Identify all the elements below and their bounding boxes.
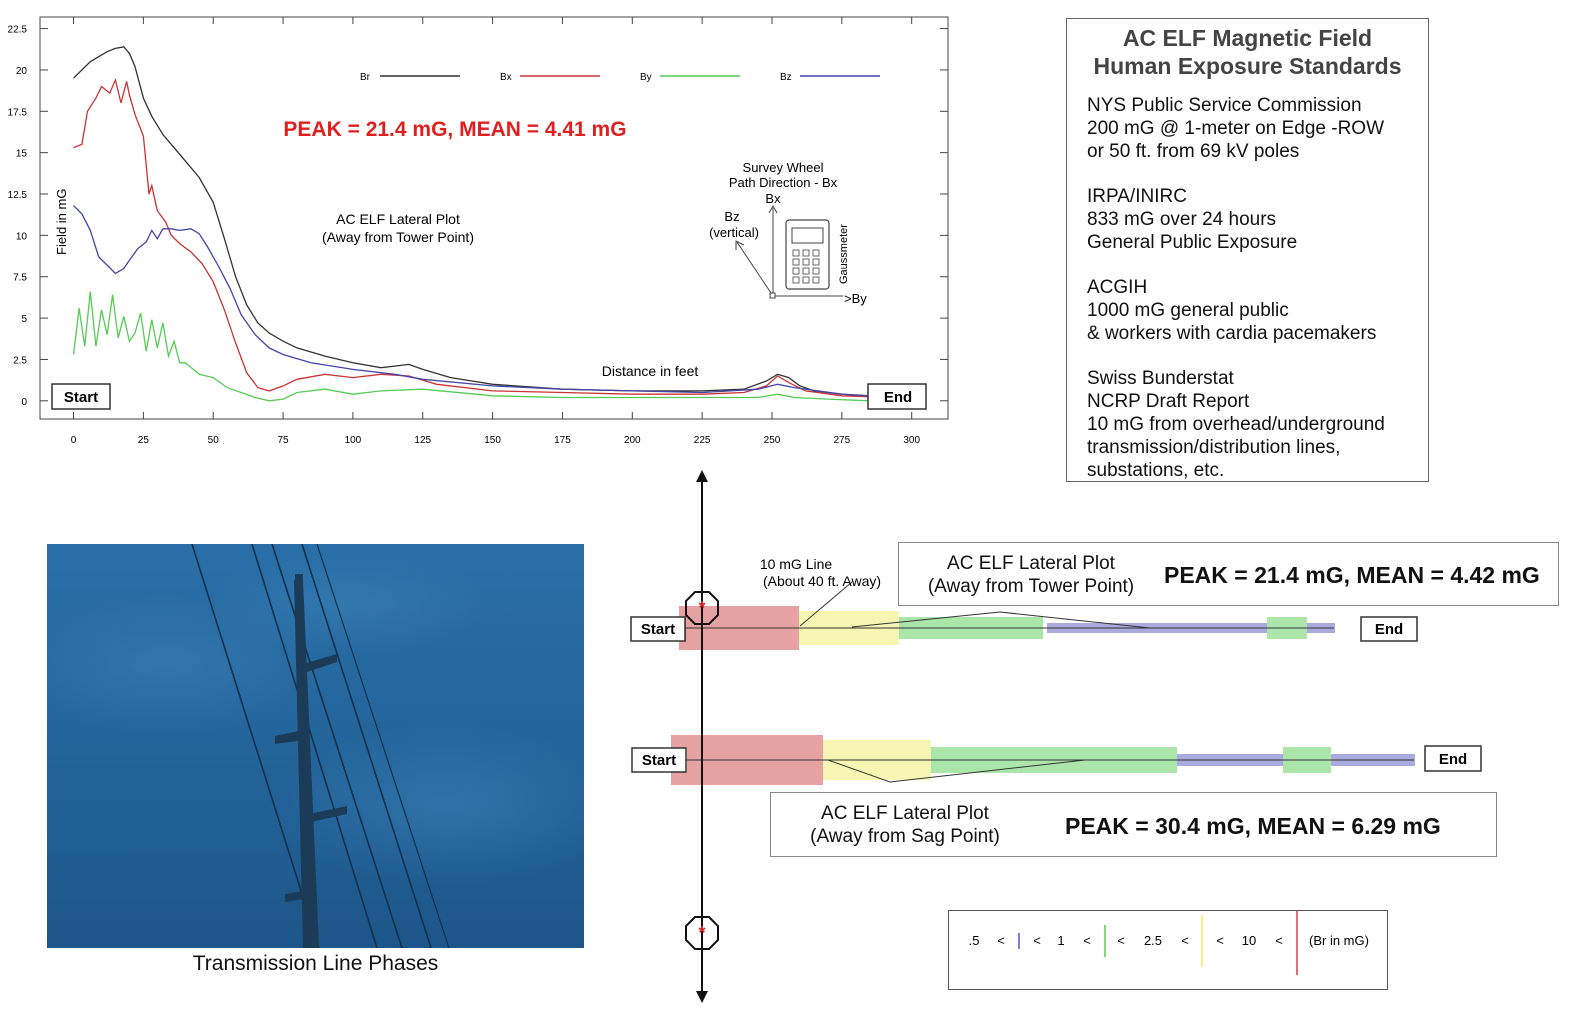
scale-legend-label: < (1117, 933, 1125, 948)
plot-label-line1: AC ELF Lateral Plot (336, 211, 460, 227)
x-tick-label: 300 (903, 435, 921, 446)
x-tick-label: 150 (484, 435, 501, 446)
field-line-chart (0, 0, 1000, 460)
standard-line: Swiss Bunderstat (1087, 368, 1234, 389)
standard-line: 833 mG over 24 hours (1087, 209, 1277, 230)
y-tick-label: 17.5 (7, 107, 27, 119)
scale-legend-label: .5 (968, 933, 980, 948)
scale-legend-label: < (1083, 933, 1091, 948)
y-tick-label: 7.5 (13, 272, 27, 284)
lateral-plot-tower-label2: (Away from Tower Point) (927, 576, 1135, 597)
legend-label-by: By (640, 72, 652, 83)
scale-legend-label: 2.5 (1143, 933, 1163, 948)
gaussmeter-key (813, 259, 819, 265)
lateral-plot-sag-label2: (Away from Sag Point) (810, 826, 1000, 847)
y-tick-label: 10 (15, 231, 27, 243)
peak-mean-annotation: PEAK = 21.4 mG, MEAN = 4.41 mG (283, 118, 627, 141)
gaussmeter-key (803, 250, 809, 256)
path-arrow-down (696, 991, 708, 1003)
chart-end-label: End (883, 389, 913, 406)
y-tick-label: 15 (15, 148, 27, 160)
x-tick-label: 225 (693, 435, 711, 446)
lateral-plot-tower-label (911, 552, 1151, 598)
gaussmeter-key (793, 250, 799, 256)
scale-legend-label: 1 (1057, 933, 1065, 948)
standard-line: NYS Public Service Commission (1087, 95, 1362, 116)
gaussmeter-key (813, 277, 819, 283)
gaussmeter-key (803, 277, 809, 283)
x-tick-label: 175 (554, 435, 571, 446)
strip1-end-label: End (1374, 621, 1404, 638)
gaussmeter-key (793, 268, 799, 274)
y-axis-label: Field in mG (54, 188, 69, 255)
scale-legend-label: (Br in mG) (1309, 933, 1369, 948)
lateral-plot-tower-label1: AC ELF Lateral Plot (947, 553, 1115, 574)
strip2-end-label: End (1438, 751, 1468, 768)
strip2-start-label: Start (641, 752, 677, 769)
standard-line: & workers with cardia pacemakers (1087, 323, 1377, 344)
standard-line: or 50 ft. from 69 kV poles (1087, 141, 1300, 162)
legend-label-bx: Bx (500, 72, 512, 83)
standard-irpa (1087, 185, 1428, 254)
exposure-standards-box (1066, 18, 1429, 482)
gaussmeter-key (793, 259, 799, 265)
standard-line: ACGIH (1087, 277, 1148, 298)
inset-origin (770, 293, 775, 298)
y-tick-label: 22.5 (7, 24, 27, 36)
y-tick-label: 12.5 (7, 190, 27, 202)
scale-legend-label: < (1181, 933, 1189, 948)
path-arrow-up (696, 470, 708, 482)
x-tick-label: 200 (623, 435, 641, 446)
gaussmeter-screen (792, 228, 823, 243)
svg-text:*: * (698, 598, 706, 618)
standard-line: General Public Exposure (1087, 232, 1298, 253)
gaussmeter-key (793, 277, 799, 283)
inset-bz-sub: (vertical) (709, 225, 759, 240)
photo-caption: Transmission Line Phases (192, 952, 439, 975)
x-tick-label: 25 (137, 435, 149, 446)
inset-title-line1: Survey Wheel (742, 160, 824, 175)
svg-text:*: * (698, 923, 706, 943)
standards-title-line2: Human Exposure Standards (1093, 53, 1402, 79)
lateral-plot-tower-peak: PEAK = 21.4 mG, MEAN = 4.42 mG (1164, 562, 1540, 588)
scale-legend-label: < (997, 933, 1005, 948)
legend-label-bz: Bz (780, 72, 792, 83)
standards-title (1067, 24, 1428, 80)
x-tick-label: 275 (833, 435, 851, 446)
lateral-plot-sag-peak: PEAK = 30.4 mG, MEAN = 6.29 mG (1065, 813, 1441, 839)
plot-label-line2: (Away from Tower Point) (322, 229, 474, 245)
scale-legend-label: < (1275, 933, 1283, 948)
ten-mg-line-sub: (About 40 ft. Away) (762, 573, 882, 589)
inset-title-line2: Path Direction - Bx (728, 175, 838, 190)
standard-acgih (1087, 276, 1428, 345)
lateral-plot-sag-box (770, 792, 1497, 857)
x-tick-label: 75 (277, 435, 289, 446)
inset-bz-label: Bz (724, 209, 740, 224)
standard-line: IRPA/INIRC (1087, 186, 1187, 207)
x-axis-label: Distance in feet (601, 363, 699, 379)
gaussmeter-key (803, 259, 809, 265)
standard-line: 200 mG @ 1-meter on Edge -ROW (1087, 118, 1384, 139)
x-tick-label: 125 (414, 435, 432, 446)
x-tick-label: 100 (344, 435, 362, 446)
standard-line: 1000 mG general public (1087, 300, 1289, 321)
gaussmeter-key (813, 268, 819, 274)
strip1-start-label: Start (640, 621, 676, 638)
scale-legend-label: 10 (1241, 933, 1257, 948)
chart-start-label: Start (63, 389, 99, 406)
standard-line: NCRP Draft Report (1087, 391, 1250, 412)
x-tick-label: 50 (207, 435, 219, 446)
chart-frame (40, 17, 948, 419)
leader-line-2 (852, 612, 1150, 628)
lateral-plot-sag-label1: AC ELF Lateral Plot (821, 803, 989, 824)
inset-by-label: >By (844, 291, 867, 306)
ten-mg-line-label: 10 mG Line (759, 556, 833, 572)
y-tick-label: 0 (21, 396, 27, 408)
y-tick-label: 5 (21, 314, 27, 326)
lateral-plot-tower-box (898, 542, 1559, 606)
legend-label-br: Br (360, 72, 370, 83)
gaussmeter-key (813, 250, 819, 256)
x-tick-label: 0 (70, 435, 77, 446)
y-tick-label: 2.5 (13, 355, 27, 367)
standard-line: transmission/distribution lines, (1087, 437, 1341, 458)
standard-line: 10 mG from overhead/underground (1087, 414, 1385, 435)
gaussmeter-key (803, 268, 809, 274)
standards-title-line1: AC ELF Magnetic Field (1122, 25, 1373, 51)
standard-line: substations, etc. (1087, 460, 1225, 481)
y-tick-label: 20 (15, 65, 27, 77)
color-scale-legend (948, 910, 1388, 990)
scale-legend-label: < (1216, 933, 1224, 948)
inset-meter-label: Gaussmeter (838, 224, 850, 284)
lateral-plot-sag-label (785, 802, 1025, 848)
scale-legend-label: < (1033, 933, 1041, 948)
inset-bx-label: Bx (765, 191, 781, 206)
lateral-strip-sag (672, 735, 1414, 785)
x-tick-label: 250 (763, 435, 781, 446)
transmission-line-photo (47, 544, 584, 948)
standard-nys (1087, 94, 1428, 163)
